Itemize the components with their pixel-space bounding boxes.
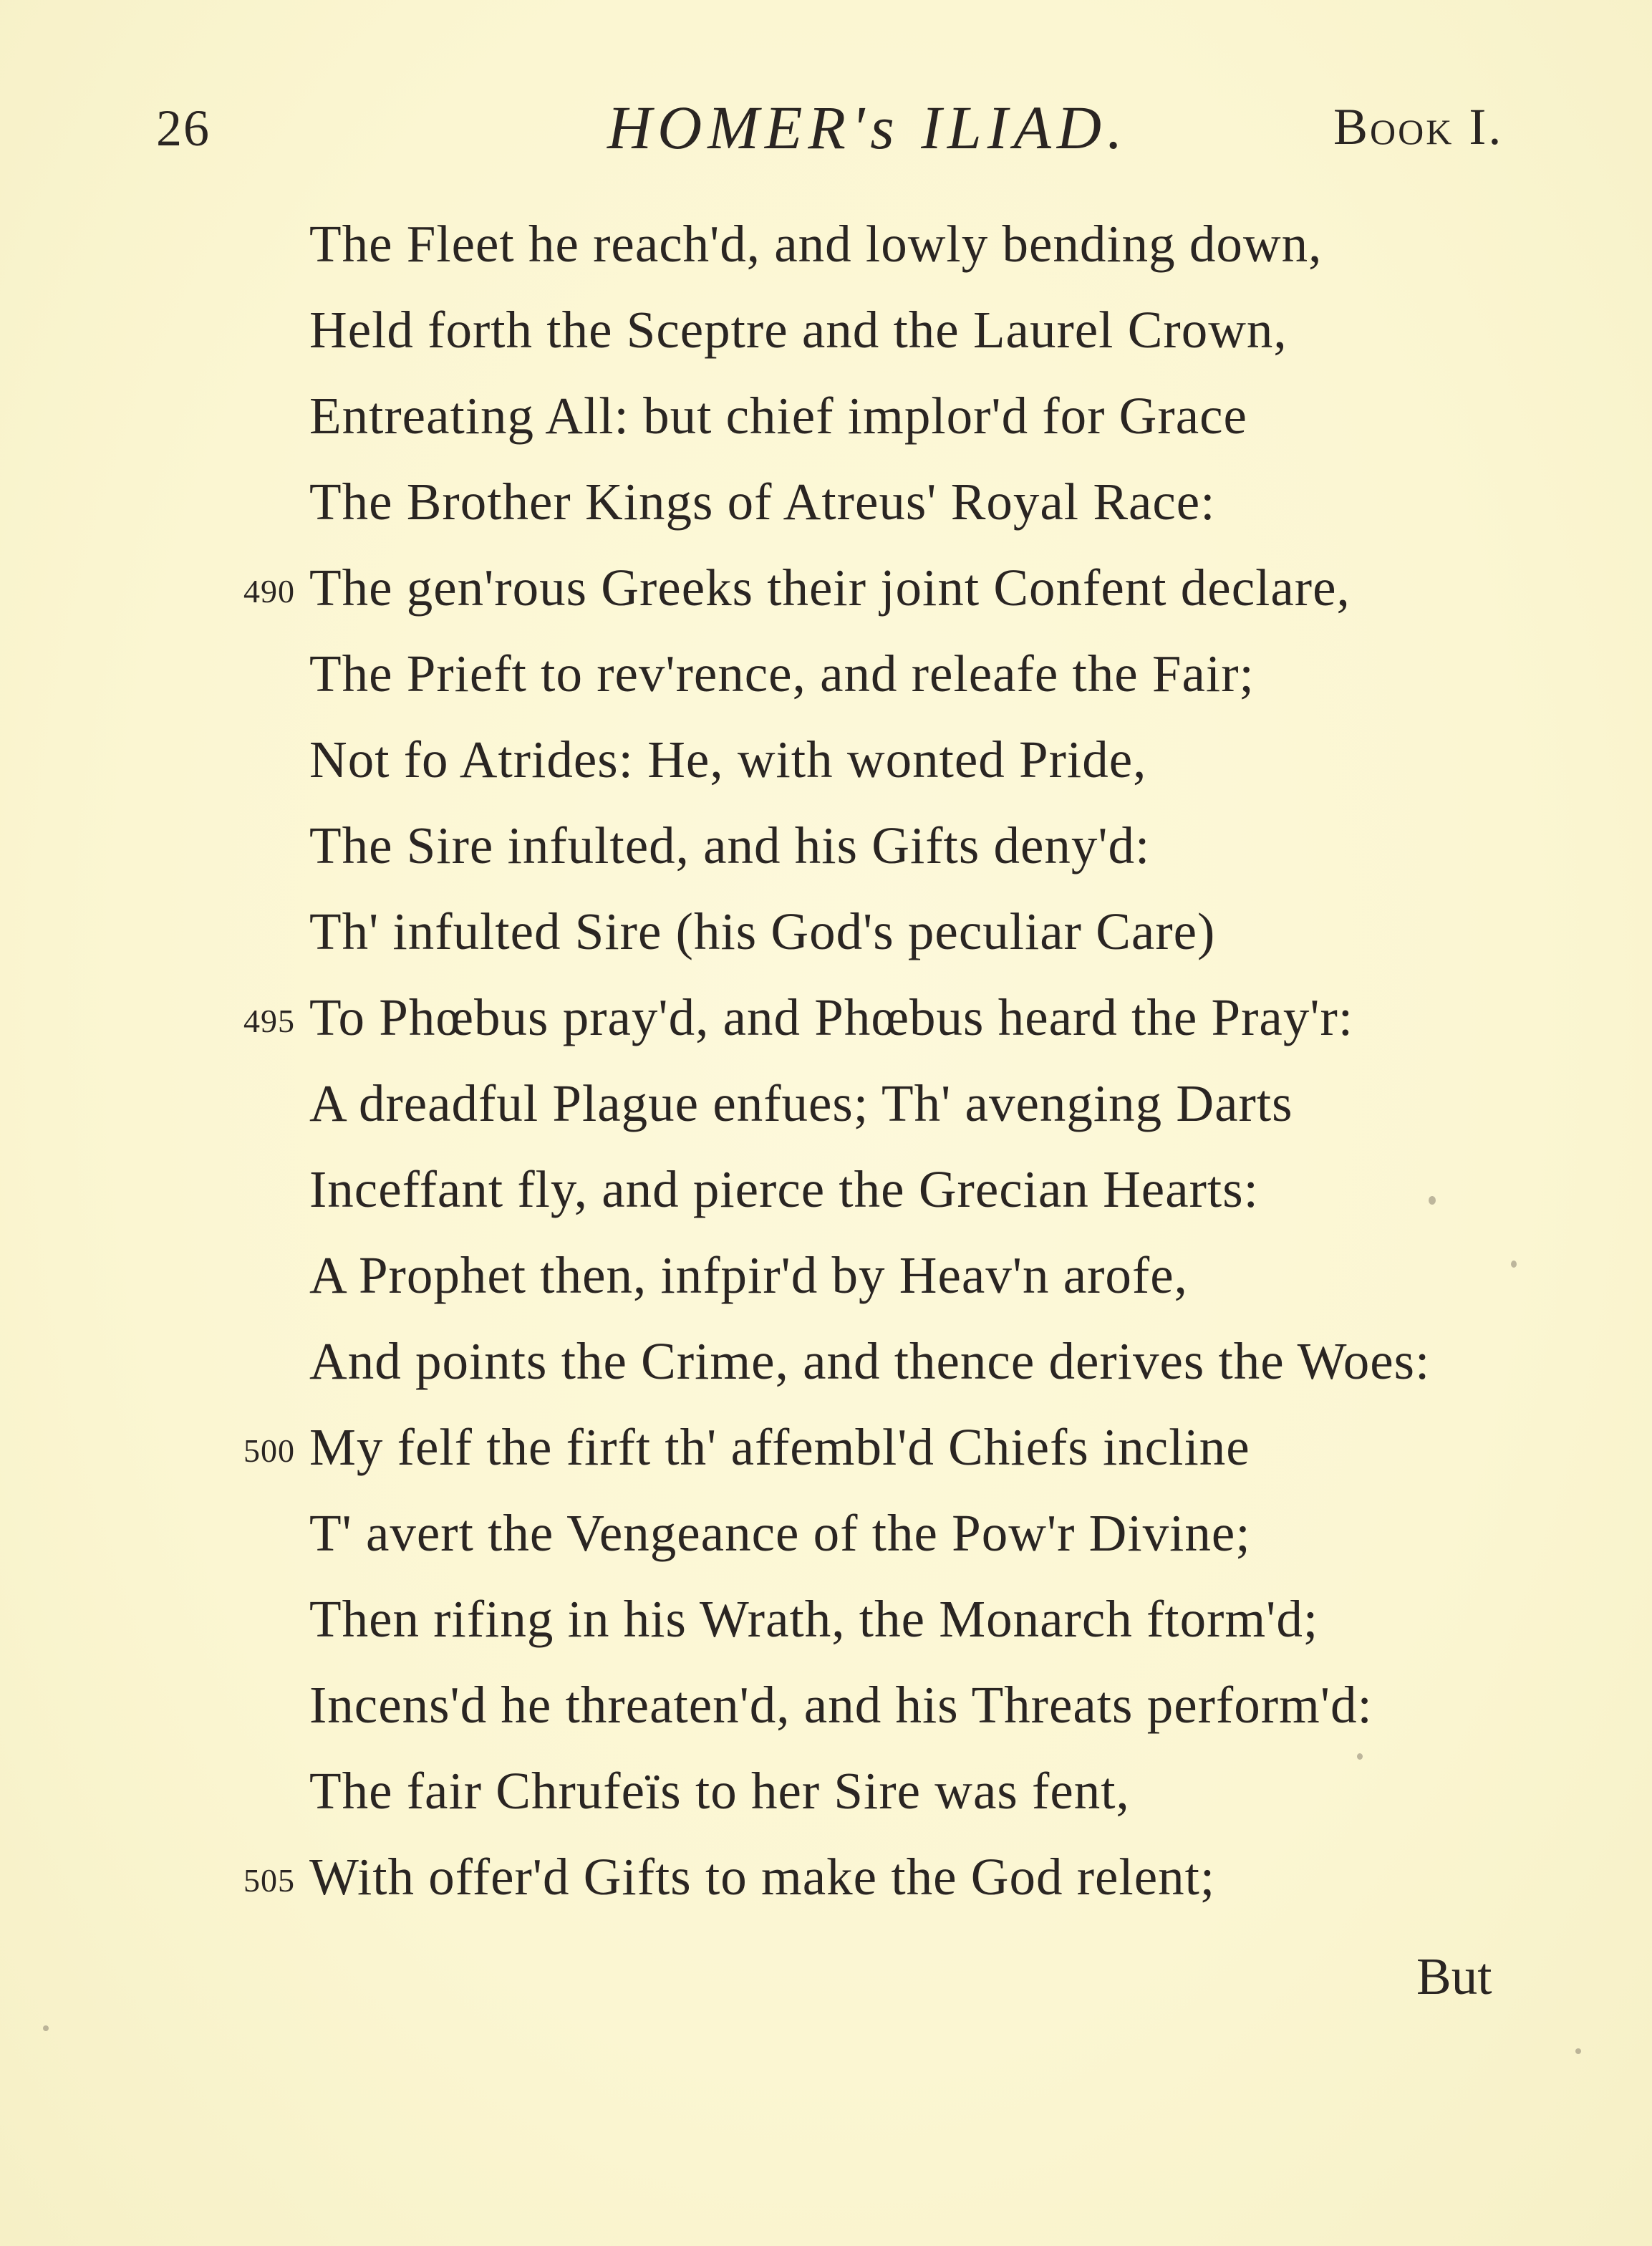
verse-line: Incens'd he threaten'd, and his Threats perform'd: xyxy=(309,1676,1373,1734)
paper-speck xyxy=(1357,1753,1363,1760)
verse-line: Entreating All: but chief implor'd for Grace xyxy=(309,387,1247,445)
verse-line: Inceffant fly, and pierce the Grecian Hearts: xyxy=(309,1160,1259,1218)
verse-line: And points the Crime, and thence derives the Woes: xyxy=(309,1332,1431,1390)
paper-speck xyxy=(1429,1196,1436,1205)
verse-line: My felf the firft th' affembl'd Chiefs incline xyxy=(309,1418,1250,1476)
verse-line: The gen'rous Greeks their joint Confent declare, xyxy=(309,559,1351,617)
verse-line: A Prophet then, infpir'd by Heav'n arofe, xyxy=(309,1246,1188,1304)
running-title: HOMER's ILIAD. xyxy=(607,93,1129,162)
line-number: 490 xyxy=(243,573,295,609)
verse-line: The Brother Kings of Atreus' Royal Race: xyxy=(309,473,1216,531)
paper-speck xyxy=(1511,1261,1517,1268)
paper-speck xyxy=(1575,2048,1581,2054)
paper-speck xyxy=(43,2025,49,2031)
line-number: 505 xyxy=(243,1862,295,1899)
catchword: But xyxy=(1416,1947,1492,2005)
verse-line: The Sire infulted, and his Gifts deny'd: xyxy=(309,816,1151,874)
line-number: 500 xyxy=(243,1432,295,1469)
book-label: Book I. xyxy=(1333,98,1504,155)
page-number: 26 xyxy=(156,100,211,157)
verse-line: Held forth the Sceptre and the Laurel Crown, xyxy=(309,301,1288,359)
verse-line: The Fleet he reach'd, and lowly bending down, xyxy=(309,215,1323,273)
verse-line: Not fo Atrides: He, with wonted Pride, xyxy=(309,731,1147,789)
verse-line: With offer'd Gifts to make the God relent; xyxy=(309,1848,1216,1906)
line-number: 495 xyxy=(243,1003,295,1039)
verse-line: T' avert the Vengeance of the Pow'r Divine; xyxy=(309,1504,1251,1562)
verse-line: Th' infulted Sire (his God's peculiar Care) xyxy=(309,902,1216,960)
verse-line: Then rifing in his Wrath, the Monarch ftorm'd; xyxy=(309,1590,1319,1648)
verse-line: The Prieft to rev'rence, and releafe the Fair; xyxy=(309,645,1255,703)
verse-line: A dreadful Plague enfues; Th' avenging Darts xyxy=(309,1074,1293,1132)
verse-line: The fair Chrufeïs to her Sire was fent, xyxy=(309,1762,1130,1820)
verse-line: To Phœbus pray'd, and Phœbus heard the Pray'r: xyxy=(309,988,1354,1046)
